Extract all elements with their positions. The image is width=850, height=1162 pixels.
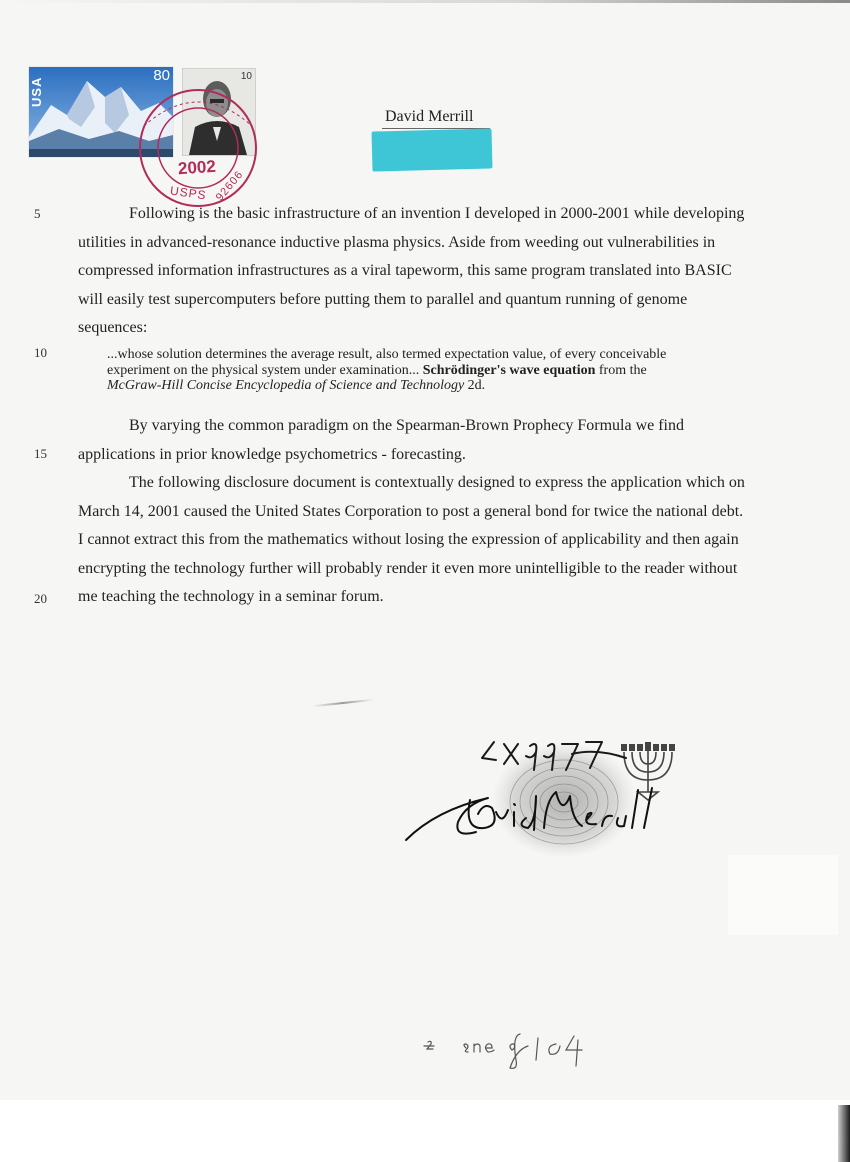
text-line: me teaching the technology in a seminar forum.: [78, 588, 384, 605]
quote-bold-term: Schrödinger's wave equation: [422, 362, 596, 378]
text-line: encrypting the technology further will probably render it even more unintelligible to the reader without: [78, 559, 738, 577]
handwritten-page-note: [420, 1030, 610, 1070]
line-number: 15: [34, 446, 47, 461]
stamp-value: 10: [240, 71, 252, 82]
scan-bottom-margin: [0, 1100, 850, 1162]
line-number: 5: [34, 206, 41, 221]
paragraph-psychometrics: [78, 412, 778, 469]
text-line: By varying the common paradigm on the Spearman-Brown Prophecy Formula we find: [129, 417, 684, 434]
text-line: applications in prior knowledge psychometrics - forecasting.: [78, 445, 466, 463]
author-name: David Merrill: [385, 108, 474, 125]
quote-line: experiment on the physical system under examination... Schrödinger's wave equation from the: [107, 362, 647, 378]
text-line: The following disclosure document is contextually designed to express the application which on: [129, 474, 745, 491]
text-line: I cannot extract this from the mathematics without losing the expression of applicability and then again: [78, 531, 739, 548]
signature-with-thumbprint: [396, 730, 706, 860]
redaction-block: [371, 128, 492, 171]
stamp-country: USA: [29, 76, 44, 107]
scan-smudge: [728, 855, 838, 935]
paragraph-intro: [78, 200, 778, 343]
text-line: utilities in advanced-resonance inductive plasma physics. Aside from weeding out vulnerabilities in: [78, 233, 716, 251]
scan-edge-shadow: [838, 1105, 850, 1162]
quote-line: ...whose solution determines the average result, also termed expectation value, of every conceivable: [107, 347, 667, 362]
block-quote: [107, 347, 747, 394]
postmark-year: 2002: [177, 156, 217, 179]
text-line: compressed information infrastructures as a viral tapeworm, this same program translated into BASIC: [78, 262, 732, 279]
scan-top-edge: [0, 0, 850, 3]
line-number: 10: [34, 345, 47, 360]
stamp-value: 80: [153, 67, 170, 84]
text-line: Following is the basic infrastructure of an invention I developed in 2000-2001 while developing: [129, 205, 745, 222]
quote-line: McGraw-Hill Concise Encyclopedia of Science and Technology 2d.: [107, 378, 486, 393]
line-number: 20: [34, 591, 47, 606]
paragraph-disclosure: [78, 469, 778, 612]
postmark-zip: 92606: [213, 168, 246, 204]
postmark-carrier: USPS: [169, 183, 208, 203]
text-line: March 14, 2001 caused the United States Corporation to post a general bond for twice the national debt.: [78, 502, 744, 520]
text-line: sequences:: [78, 319, 148, 336]
text-line: will easily test supercomputers before putting them to parallel and quantum running of genome: [78, 290, 688, 308]
quote-source-title: McGraw-Hill Concise Encyclopedia of Science and Technology: [107, 378, 465, 393]
